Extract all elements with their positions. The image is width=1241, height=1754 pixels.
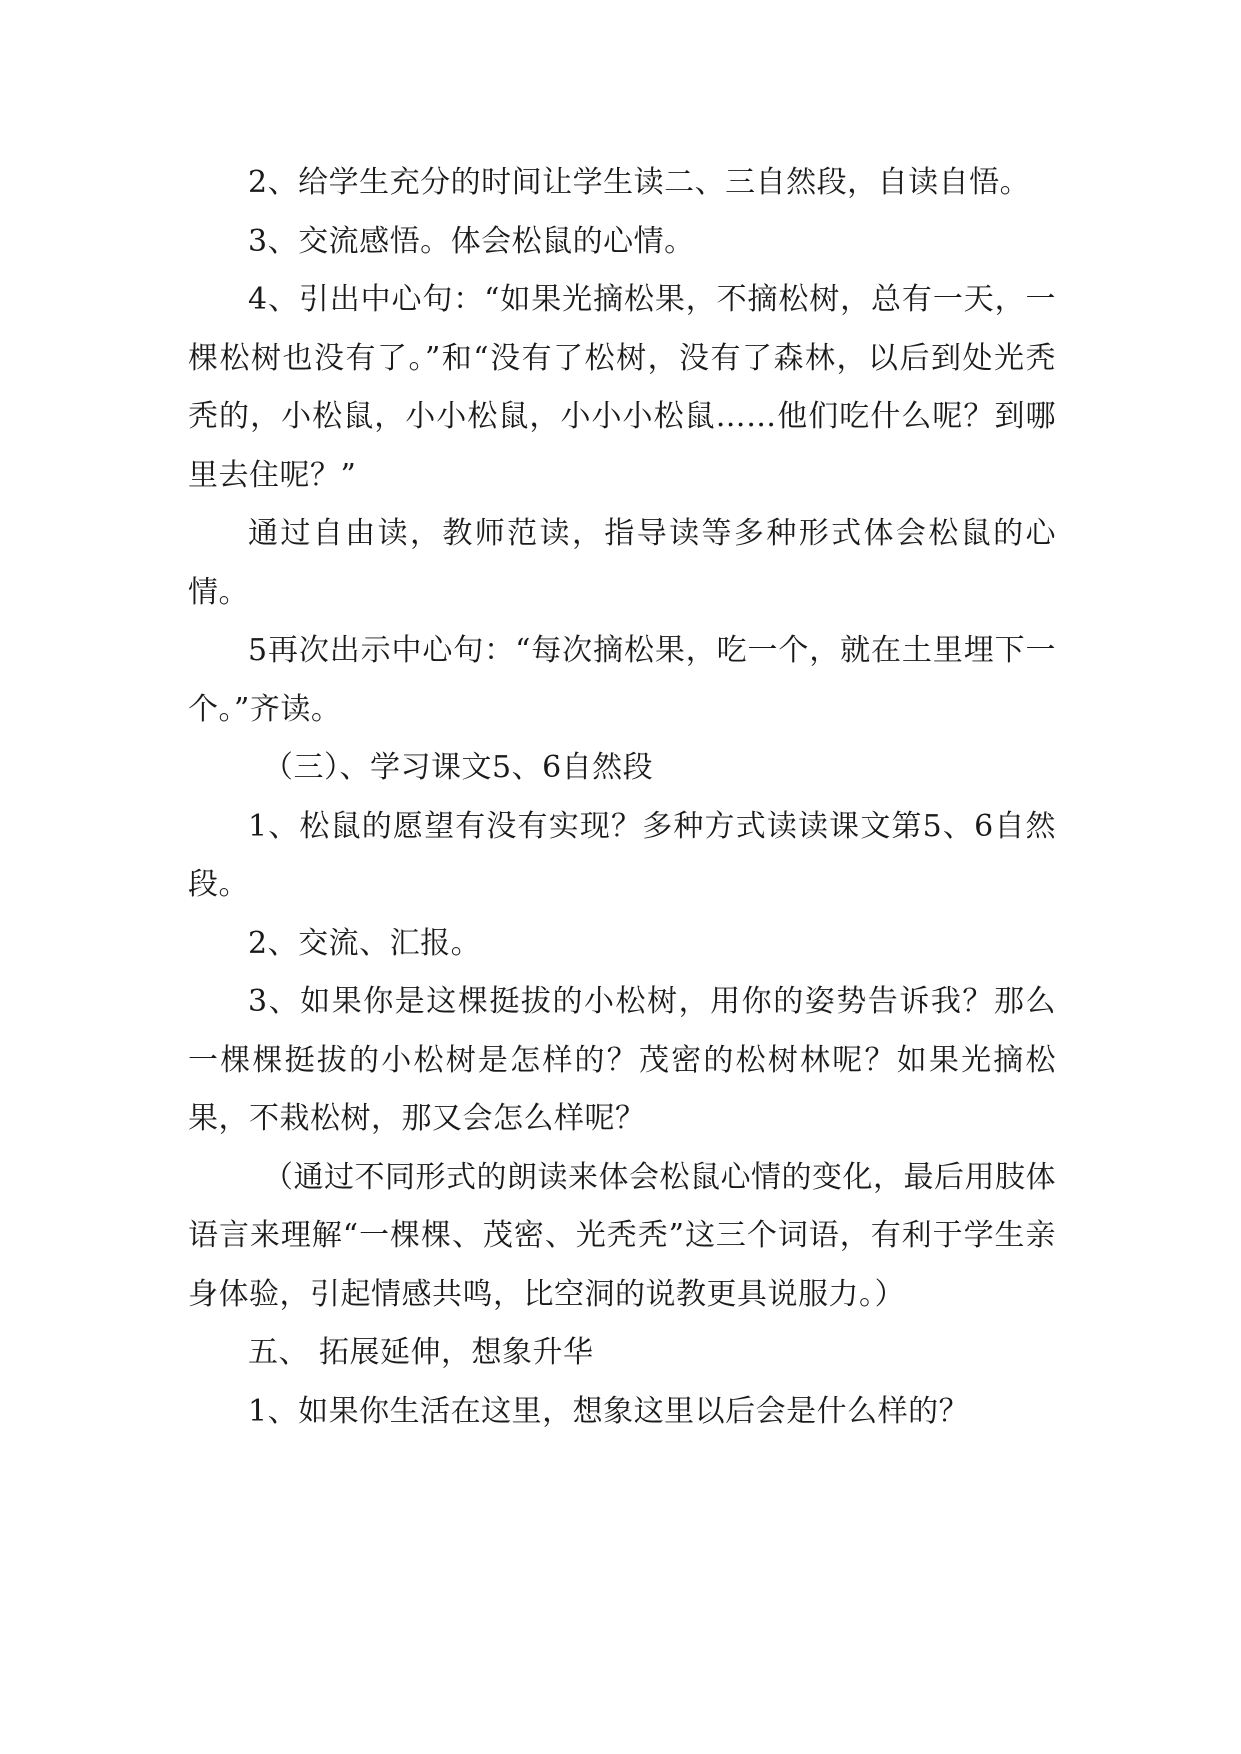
section-heading-5: 五、 拓展延伸，想象升华 bbox=[248, 1335, 594, 1370]
paragraph-question-2: 2、交流、汇报。 bbox=[248, 925, 482, 961]
paragraph-question-3: 3、如果你是这棵挺拔的小松树，用你的姿势告诉我？那么一棵棵挺拔的小松树是怎样的？茂密的松树林呢？如果光摘松果，不栽松树，那又会怎么样呢？ bbox=[188, 984, 1056, 1136]
paragraph-question-1: 1、松鼠的愿望有没有实现？多种方式读读课文第5、6自然段。 bbox=[188, 808, 1056, 902]
paragraph-note: （通过不同形式的朗读来体会松鼠心情的变化，最后用肢体语言来理解“一棵棵、茂密、光秃秃”这三个词语，有利于学生亲身体验，引起情感共鸣，比空洞的说教更具说服力。） bbox=[188, 1159, 1056, 1312]
document-body bbox=[188, 154, 1056, 1441]
paragraph-step-4: 4、引出中心句：“如果光摘松果，不摘松树，总有一天，一棵松树也没有了。”和“没有了松树，没有了森林，以后到处光秃秃的，小松鼠，小小松鼠，小小小松鼠……他们吃什么呢？到哪里去住呢？” bbox=[188, 282, 1056, 493]
paragraph-step-2: 2、给学生充分的时间让学生读二、三自然段，自读自悟。 bbox=[248, 165, 1031, 200]
paragraph-extension-1: 1、如果你生活在这里，想象这里以后会是什么样的？ bbox=[248, 1393, 970, 1429]
paragraph-step-3: 3、交流感悟。体会松鼠的心情。 bbox=[248, 223, 695, 259]
section-heading-3: （三）、学习课文5、6自然段 bbox=[263, 750, 654, 785]
paragraph-step-5: 5再次出示中心句：“每次摘松果，吃一个，就在土里埋下一个。”齐读。 bbox=[188, 633, 1056, 727]
paragraph-reading-methods: 通过自由读，教师范读，指导读等多种形式体会松鼠的心情。 bbox=[188, 516, 1056, 610]
